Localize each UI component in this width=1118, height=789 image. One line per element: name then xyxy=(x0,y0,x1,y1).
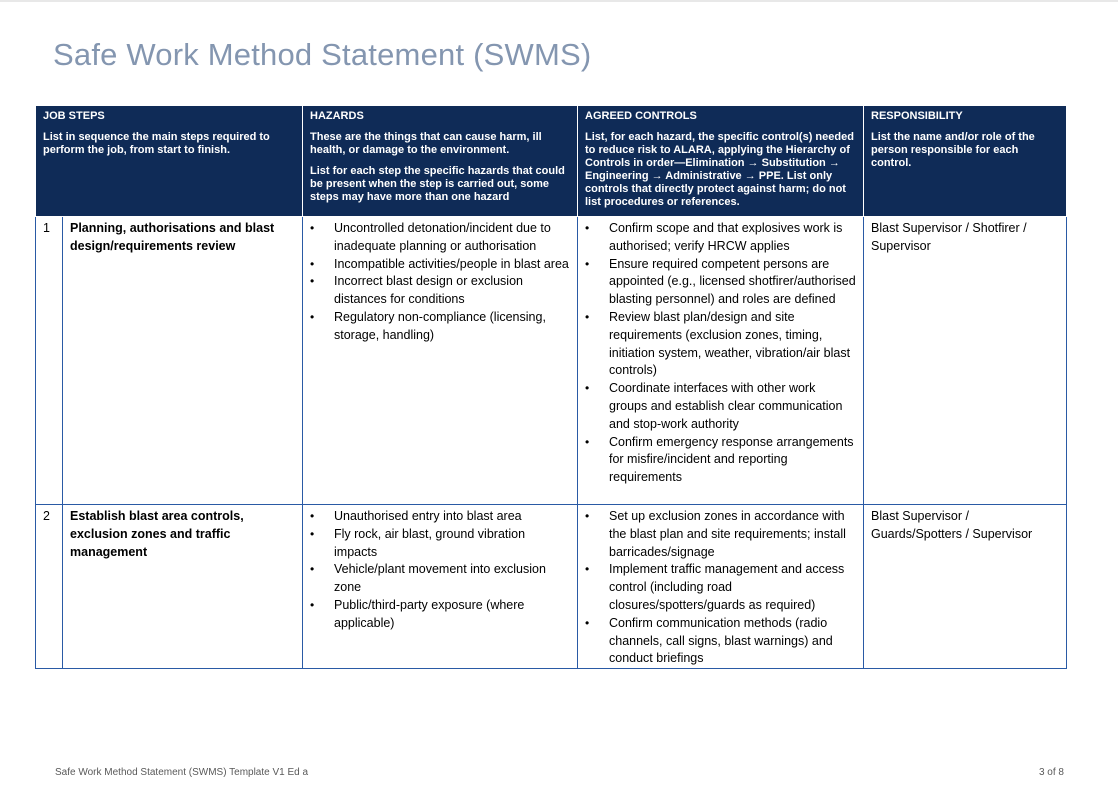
hazard-item: • Incorrect blast design or exclusion distances for conditions xyxy=(334,273,570,309)
page-title: Safe Work Method Statement (SWMS) xyxy=(53,37,592,72)
header-hazards xyxy=(303,106,578,217)
control-item: • Implement traffic management and access control (including road closures/spotters/guards as required) xyxy=(609,561,856,614)
header-title: AGREED CONTROLS xyxy=(585,110,697,122)
hazards-cell xyxy=(303,217,578,505)
header-title: JOB STEPS xyxy=(43,110,105,122)
hazard-item: • Unauthorised entry into blast area xyxy=(334,508,570,526)
hazard-item: • Incompatible activities/people in blast area xyxy=(334,256,570,274)
table-row xyxy=(36,505,1067,669)
hazard-item: • Uncontrolled detonation/incident due to inadequate planning or authorisation xyxy=(334,220,570,256)
header-responsibility xyxy=(864,106,1067,217)
control-item: • Review blast plan/design and site requirements (exclusion zones, timing, initiation system, weather, vibration/air blast controls) xyxy=(609,309,856,380)
header-description: List, for each hazard, the specific control(s) needed to reduce risk to ALARA, applying the Hierarchy of Controls in order—Elimination → Substitution → Engineering → Administrative → PPE. List only controls that directly protect against harm; do not list procedures or references. xyxy=(585,131,854,208)
swms-table xyxy=(35,105,1067,669)
header-description: List in sequence the main steps required to perform the job, from start to finish. xyxy=(43,131,270,156)
control-item: • Confirm communication methods (radio channels, call signs, blast warnings) and conduct briefings xyxy=(609,615,856,668)
hazards-list xyxy=(310,508,570,633)
hazard-item: • Public/third-party exposure (where applicable) xyxy=(334,597,570,633)
footer-document-name: Safe Work Method Statement (SWMS) Template V1 Ed a xyxy=(55,767,309,778)
hazards-list xyxy=(310,220,570,345)
header-description: List the name and/or role of the person responsible for each control. xyxy=(871,131,1035,169)
job-step: Establish blast area controls, exclusion zones and traffic management xyxy=(63,505,303,669)
control-item: • Ensure required competent persons are appointed (e.g., licensed shotfirer/authorised blasting personnel) and roles are defined xyxy=(609,256,856,309)
hazard-item: • Vehicle/plant movement into exclusion zone xyxy=(334,561,570,597)
controls-cell xyxy=(578,505,864,669)
hazard-item: • Regulatory non-compliance (licensing, storage, handling) xyxy=(334,309,570,345)
header-description-secondary: List for each step the specific hazards that could be present when the step is carried out, some steps may have more than one hazard xyxy=(310,165,565,203)
table-header-row xyxy=(36,106,1067,217)
responsibility-cell: Blast Supervisor / Guards/Spotters / Supervisor xyxy=(864,505,1067,669)
footer-page-number: 3 of 8 xyxy=(1038,767,1064,778)
hazards-cell xyxy=(303,505,578,669)
header-job-steps xyxy=(36,106,303,217)
header-description: These are the things that can cause harm, ill health, or damage to the environment. xyxy=(310,131,542,156)
controls-list xyxy=(585,220,856,487)
responsibility-cell: Blast Supervisor / Shotfirer / Supervisor xyxy=(864,217,1067,505)
control-item: • Confirm scope and that explosives work is authorised; verify HRCW applies xyxy=(609,220,856,256)
table-row xyxy=(36,217,1067,505)
control-item: • Coordinate interfaces with other work groups and establish clear communication and stop-work authority xyxy=(609,380,856,433)
control-item: • Confirm emergency response arrangements for misfire/incident and reporting requirements xyxy=(609,434,856,487)
controls-list xyxy=(585,508,856,668)
header-agreed-controls xyxy=(578,106,864,217)
step-number: 2 xyxy=(36,505,63,669)
controls-cell xyxy=(578,217,864,505)
header-title: HAZARDS xyxy=(310,110,364,122)
job-step: Planning, authorisations and blast design/requirements review xyxy=(63,217,303,505)
header-title: RESPONSIBILITY xyxy=(871,110,963,122)
step-number: 1 xyxy=(36,217,63,505)
hazard-item: • Fly rock, air blast, ground vibration impacts xyxy=(334,526,570,562)
control-item: • Set up exclusion zones in accordance with the blast plan and site requirements; install barricades/signage xyxy=(609,508,856,561)
top-border xyxy=(0,0,1118,2)
